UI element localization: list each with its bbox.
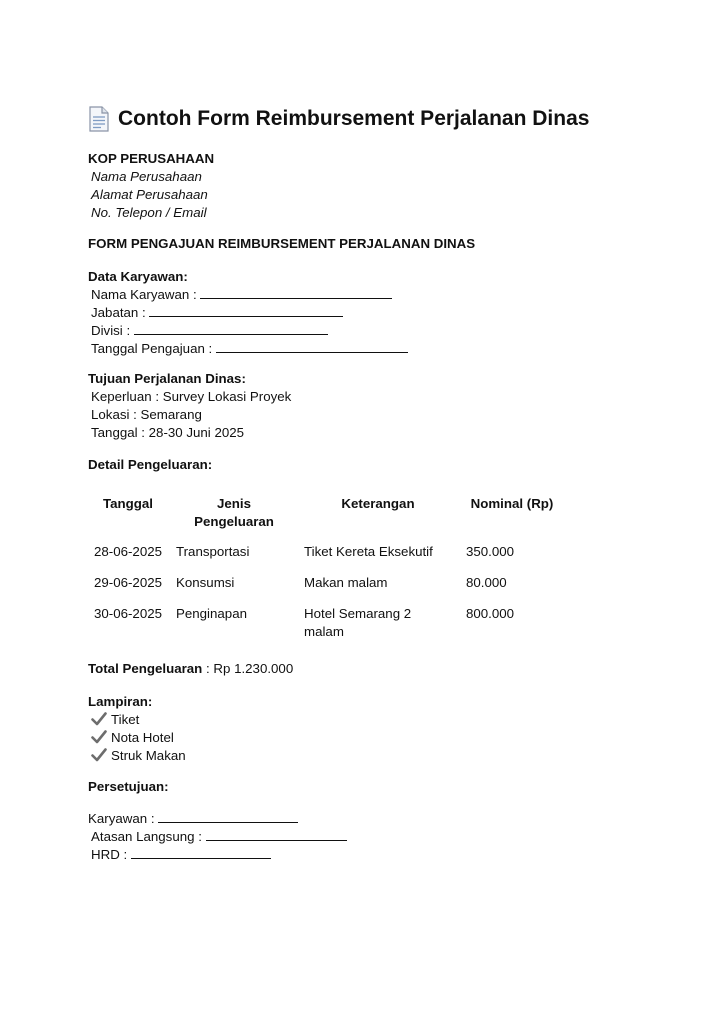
karyawan-section <box>88 268 408 358</box>
table-cell: 800.000 <box>466 606 515 621</box>
field-approval-atasan: Atasan Langsung : <box>88 828 347 846</box>
field-divisi: Divisi : <box>88 322 408 340</box>
document-icon <box>88 106 110 132</box>
total-label: Total Pengeluaran <box>88 661 203 676</box>
signature-line <box>206 828 347 841</box>
tujuan-heading: Tujuan Perjalanan Dinas: <box>88 371 246 386</box>
column-header-keterangan: Keterangan <box>341 496 415 511</box>
total-line <box>88 660 293 678</box>
lampiran-item: Tiket <box>88 711 186 729</box>
detail-heading: Detail Pengeluaran: <box>88 457 213 472</box>
form-title: FORM PENGAJUAN REIMBURSEMENT PERJALANAN DINAS <box>88 236 476 251</box>
table-cell: Hotel Semarang 2 malam <box>304 606 412 639</box>
signature-line <box>131 846 271 859</box>
column-header-jenis: Jenis Pengeluaran <box>194 496 274 529</box>
tujuan-keperluan: Keperluan : Survey Lokasi Proyek <box>91 389 292 404</box>
table-cell: Tiket Kereta Eksekutif <box>304 544 433 559</box>
check-mark-icon <box>91 712 107 726</box>
karyawan-heading: Data Karyawan: <box>88 269 188 284</box>
table-cell: 29-06-2025 <box>94 575 163 590</box>
persetujuan-section <box>88 810 347 864</box>
tujuan-section <box>88 370 291 442</box>
check-mark-icon <box>91 748 107 762</box>
lampiran-item: Nota Hotel <box>88 729 186 747</box>
kop-company-address: Alamat Perusahaan <box>91 187 208 202</box>
field-approval-hrd: HRD : <box>88 846 347 864</box>
table-cell: Transportasi <box>176 544 250 559</box>
lampiran-heading: Lampiran: <box>88 694 153 709</box>
total-value: : Rp 1.230.000 <box>205 661 294 676</box>
table-cell: 28-06-2025 <box>94 544 163 559</box>
blank-line <box>216 340 408 353</box>
field-nama-karyawan: Nama Karyawan : <box>88 286 408 304</box>
column-header-nominal: Nominal (Rp) <box>470 496 554 511</box>
column-header-tanggal: Tanggal <box>103 496 153 511</box>
persetujuan-heading: Persetujuan: <box>88 779 169 794</box>
kop-company-name: Nama Perusahaan <box>91 169 202 184</box>
field-tanggal-pengajuan: Tanggal Pengajuan : <box>88 340 408 358</box>
kop-section <box>88 150 214 222</box>
kop-heading: KOP PERUSAHAAN <box>88 151 215 166</box>
document-title <box>88 106 589 132</box>
signature-line <box>158 810 298 823</box>
lampiran-section <box>88 693 186 765</box>
table-cell: Makan malam <box>304 575 388 590</box>
table-cell: Konsumsi <box>176 575 235 590</box>
field-jabatan: Jabatan : <box>88 304 408 322</box>
table-cell: 350.000 <box>466 544 515 559</box>
table-cell: 80.000 <box>466 575 507 590</box>
table-cell: 30-06-2025 <box>94 606 163 621</box>
field-approval-karyawan: Karyawan : <box>88 810 347 828</box>
lampiran-item: Struk Makan <box>88 747 186 765</box>
tujuan-tanggal: Tanggal : 28-30 Juni 2025 <box>91 425 245 440</box>
table-cell: Penginapan <box>176 606 247 621</box>
tujuan-lokasi: Lokasi : Semarang <box>91 407 202 422</box>
kop-company-contact: No. Telepon / Email <box>91 205 207 220</box>
blank-line <box>134 322 328 335</box>
blank-line <box>149 304 343 317</box>
check-mark-icon <box>91 730 107 744</box>
blank-line <box>200 286 392 299</box>
title-text: Contoh Form Reimbursement Perjalanan Dinas <box>118 107 590 130</box>
